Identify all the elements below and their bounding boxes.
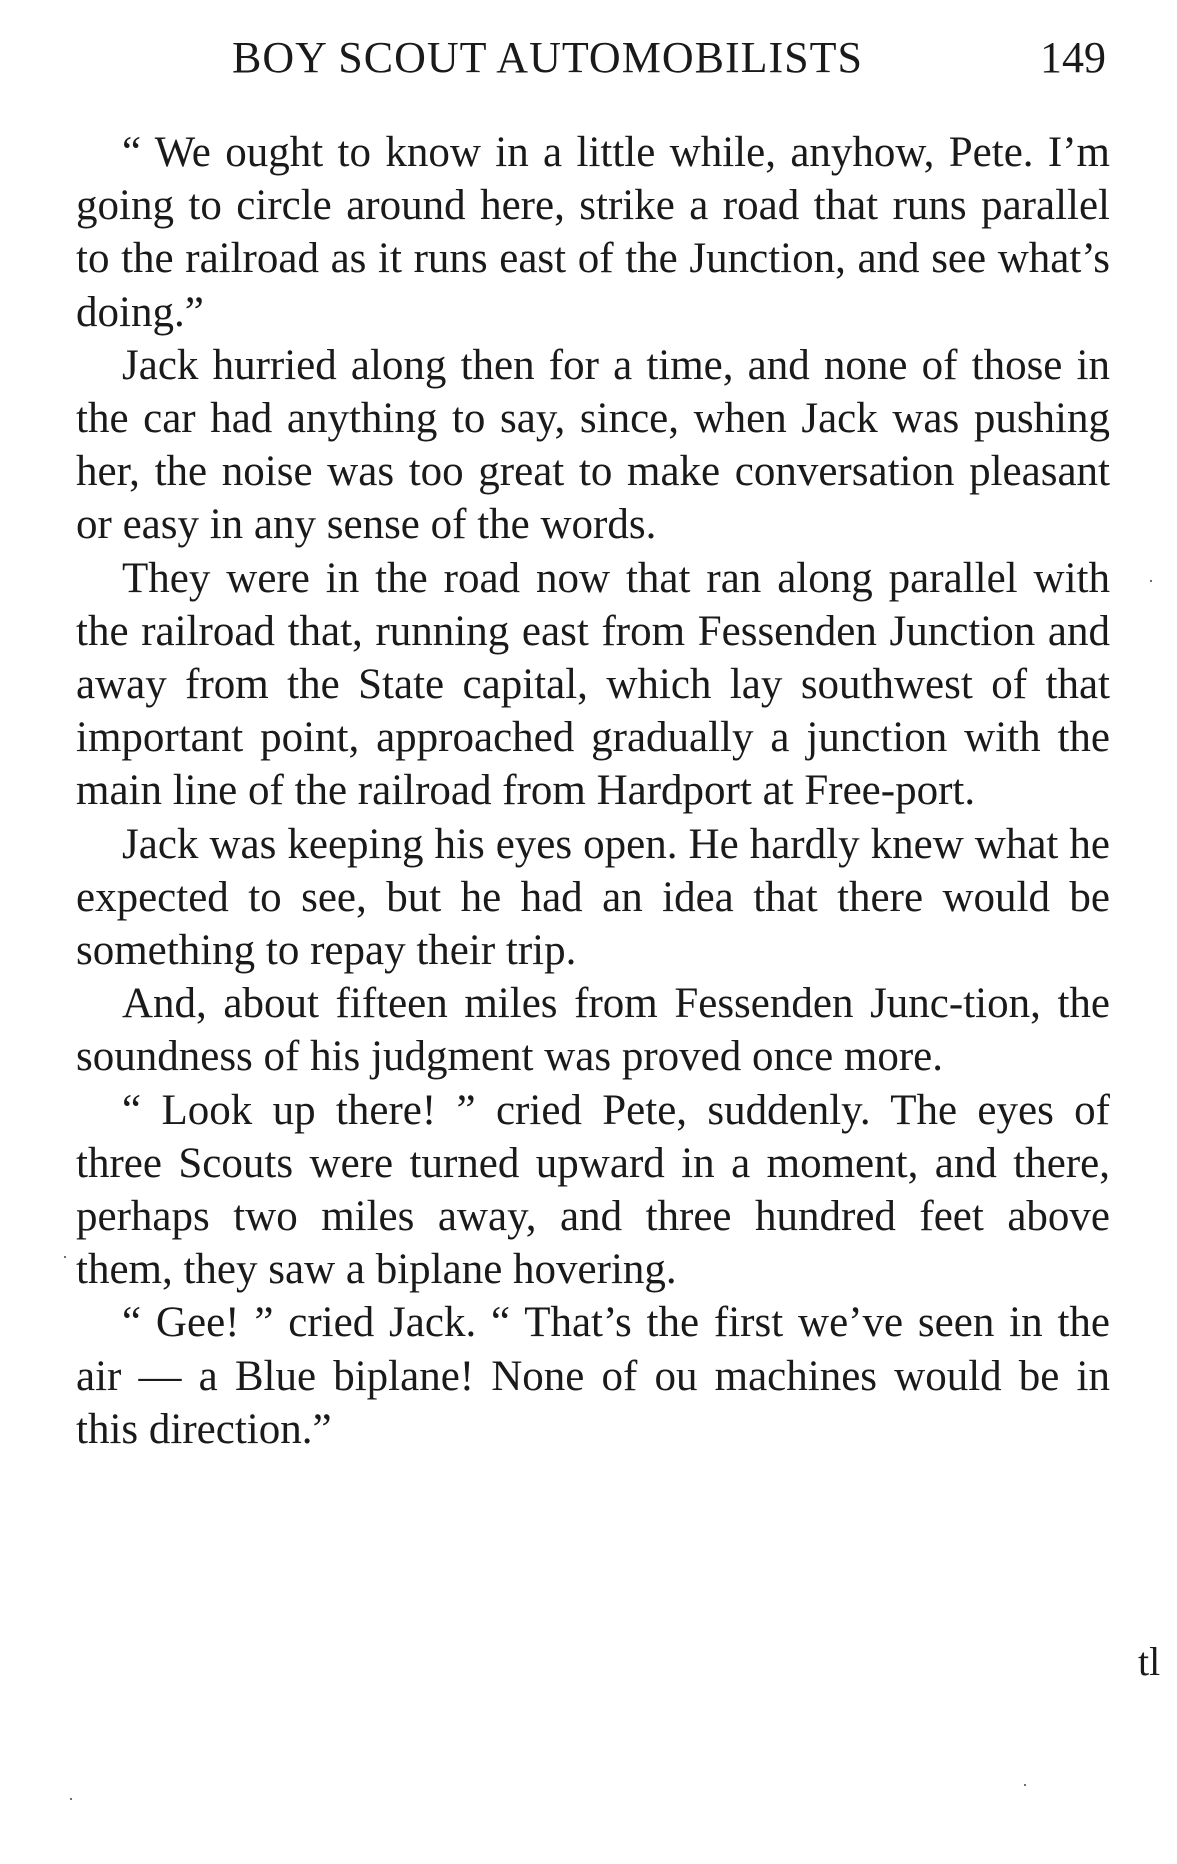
page-number: 149 [1040, 33, 1106, 82]
paragraph-1: “ We ought to know in a little while, anyhow, Pete. I’m going to circle around here, strike a road that runs parallel to the railroad as it runs east of the Junction, and see what’s doing.” [76, 129, 1110, 336]
paragraph-4: Jack was keeping his eyes open. He hardly knew what he expected to see, but he had an idea that there would be something to repay their trip. [76, 820, 1110, 975]
bleed-through-fragment: tl [1138, 1639, 1161, 1684]
scan-speck: · [1022, 1775, 1028, 1795]
scan-speck: · [1148, 571, 1154, 591]
running-head [0, 28, 1177, 88]
paragraph-5: And, about fifteen miles from Fessenden Junc-tion, the soundness of his judgment was proved once more. [76, 980, 1110, 1081]
paragraph-2: Jack hurried along then for a time, and none of those in the car had anything to say, since, when Jack was pushing her, the noise was too great to make conversation pleasant or easy in any sense of the words. [76, 341, 1110, 549]
scan-speck: · [62, 1247, 68, 1267]
running-title: BOY SCOUT AUTOMOBILISTS [232, 33, 863, 82]
paragraph-6: “ Look up there! ” cried Pete, suddenly. The eyes of three Scouts were turned upward in a moment, and there, perhaps two miles away, and three hundred feet above them, they saw a biplane hovering. [76, 1086, 1110, 1294]
paragraph-7: “ Gee! ” cried Jack. “ That’s the first we’ve seen in the air — a Blue biplane! None of ou machines would be in this direction.” [76, 1299, 1110, 1453]
scan-speck: · [68, 1789, 74, 1809]
body-text [76, 126, 1110, 1456]
paragraph-3: They were in the road now that ran along parallel with the railroad that, running east from Fessenden Junction and away from the State capital, which lay southwest of that important point, approached gradually a junction with the main line of the railroad from Hardport at Free-port. [76, 554, 1110, 815]
